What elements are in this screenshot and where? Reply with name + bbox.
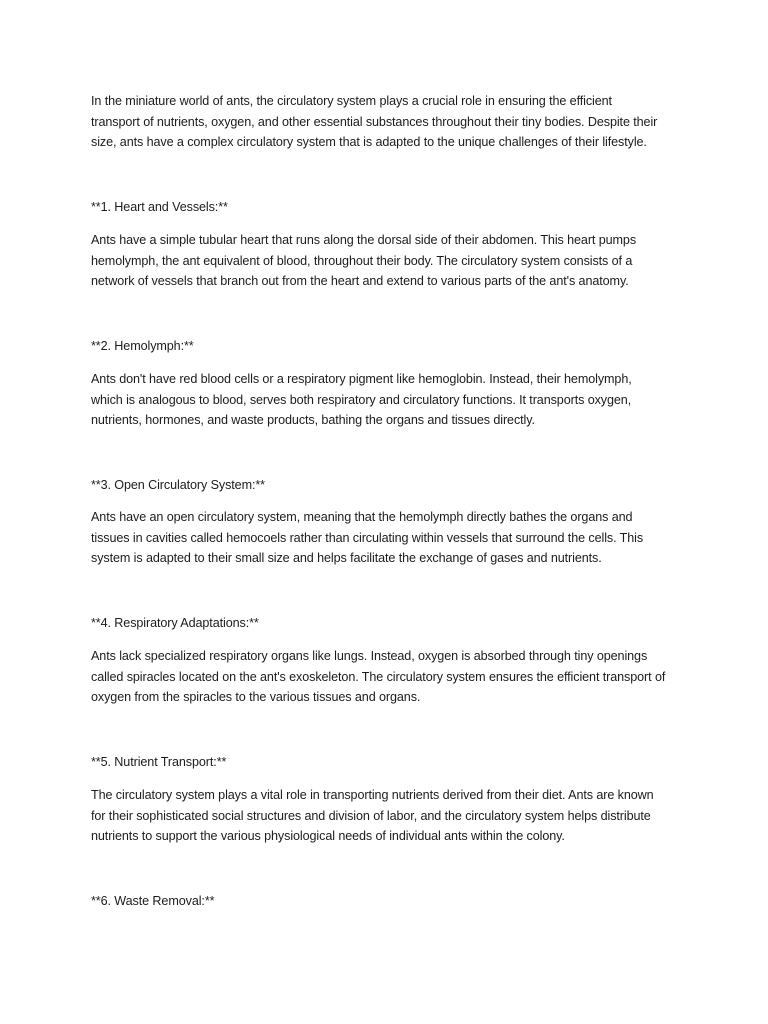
text-line: system is adapted to their small size and helps facilitate the exchange of gases and nutrients. <box>91 551 602 565</box>
text-line: tissues in cavities called hemocoels rather than circulating within vessels that surround the cells. This <box>91 530 644 545</box>
intro-paragraph <box>91 91 691 153</box>
text-line: which is analogous to blood, serves both respiratory and circulatory functions. It transports oxygen, <box>91 392 632 407</box>
text-line: network of vessels that branch out from the heart and extend to various parts of the ant's anatomy. <box>91 274 629 288</box>
section-heading-heart-and-vessels: **1. Heart and Vessels:** <box>91 200 228 214</box>
text-line: nutrients, hormones, and waste products, bathing the organs and tissues directly. <box>91 413 535 427</box>
text-line: The circulatory system plays a vital role in transporting nutrients derived from their diet. Ants are known <box>91 788 654 802</box>
text-line: Ants lack specialized respiratory organs like lungs. Instead, oxygen is absorbed through tiny openings <box>91 649 648 663</box>
text-line: for their sophisticated social structures and division of labor, and the circulatory system helps distribute <box>91 808 651 823</box>
text-line: oxygen from the spiracles to the various tissues and organs. <box>91 690 421 704</box>
section-heading-respiratory-adaptations: **4. Respiratory Adaptations:** <box>91 616 259 630</box>
text-line: transport of nutrients, oxygen, and other essential substances throughout their tiny bodies. Despite their <box>91 114 658 129</box>
section-heading-nutrient-transport: **5. Nutrient Transport:** <box>91 755 227 769</box>
section-paragraph-open-circulatory-system <box>91 507 691 569</box>
text-line: Ants have an open circulatory system, meaning that the hemolymph directly bathes the organs and <box>91 510 633 524</box>
text-line: Ants don't have red blood cells or a respiratory pigment like hemoglobin. Instead, their hemolymph, <box>91 372 632 386</box>
text-line: called spiracles located on the ant's exoskeleton. The circulatory system ensures the efficient transport of <box>91 669 666 684</box>
section-paragraph-nutrient-transport <box>91 785 691 847</box>
text-line: In the miniature world of ants, the circulatory system plays a crucial role in ensuring the efficient <box>91 94 612 108</box>
text-line: Ants have a simple tubular heart that runs along the dorsal side of their abdomen. This heart pumps <box>91 233 637 247</box>
section-heading-hemolymph: **2. Hemolymph:** <box>91 339 194 353</box>
text-line: nutrients to support the various physiological needs of individual ants within the colony. <box>91 829 565 843</box>
section-paragraph-heart-and-vessels <box>91 230 691 292</box>
section-heading-open-circulatory-system: **3. Open Circulatory System:** <box>91 478 265 492</box>
text-line: size, ants have a complex circulatory system that is adapted to the unique challenges of their lifestyle. <box>91 135 647 149</box>
text-line: hemolymph, the ant equivalent of blood, throughout their body. The circulatory system consists of a <box>91 253 633 268</box>
section-paragraph-hemolymph <box>91 369 691 431</box>
section-paragraph-respiratory-adaptations <box>91 646 691 708</box>
section-heading-waste-removal: **6. Waste Removal:** <box>91 894 215 908</box>
